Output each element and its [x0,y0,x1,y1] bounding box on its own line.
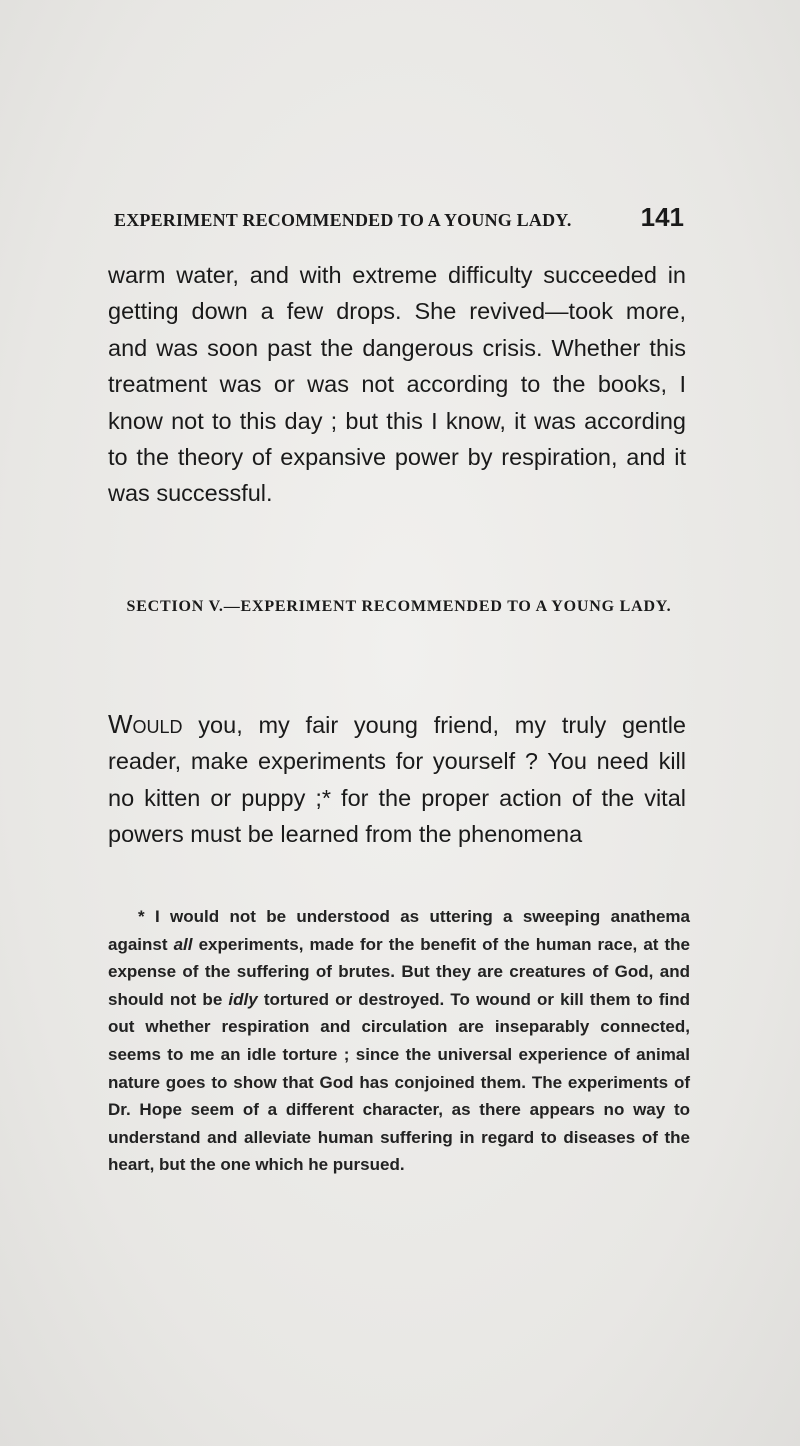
paragraph-opening [108,706,686,853]
footnote [108,903,690,1179]
section-heading: SECTION V.—EXPERIMENT RECOMMENDED TO A YOUNG LADY. [126,598,672,615]
footnote-emphasis-all: all [173,934,193,954]
footnote-text-1: * I would not be understood as uttering a sweeping anathema against [108,907,690,954]
running-head [114,202,684,238]
running-title: EXPERIMENT RECOMMENDED TO A YOUNG LADY. [114,210,572,230]
footnote-text-3: tortured or destroyed. To wound or kill them to find out whether respiration and circulation are inseparably connected, seems to me an idle torture ; since the universal experience of animal nature goes to show that God has conjoined them. The experiments of Dr. Hope seem of a different character, as there appears no way to understand and alleviate human suffering in regard to diseases of the heart, but the one which he pursued. [108,989,690,1175]
paragraph-opening-text: you, my fair young friend, my truly gentle reader, make experiments for yourself ? You need kill no kitten or puppy ;* for the proper action of the vital powers must be learned from the phenomena [108,712,686,848]
footnote-text-2: experiments, made for the benefit of the human race, at the expense of the suffering of brutes. But they are creatures of God, and should not be [108,934,690,1009]
page-number: 141 [640,202,684,232]
footnote-emphasis-idly: idly [228,989,258,1009]
opening-word: Would [108,709,183,739]
paragraph-continuation: warm water, and with extreme difficulty succeeded in getting down a few drops. She revived—took more, and was soon past the dangerous crisis. Whether this treatment was or was not according to the books, I know not to this day ; but this I know, it was according to the theory of expansive power by respiration, and it was successful. [108,262,686,507]
